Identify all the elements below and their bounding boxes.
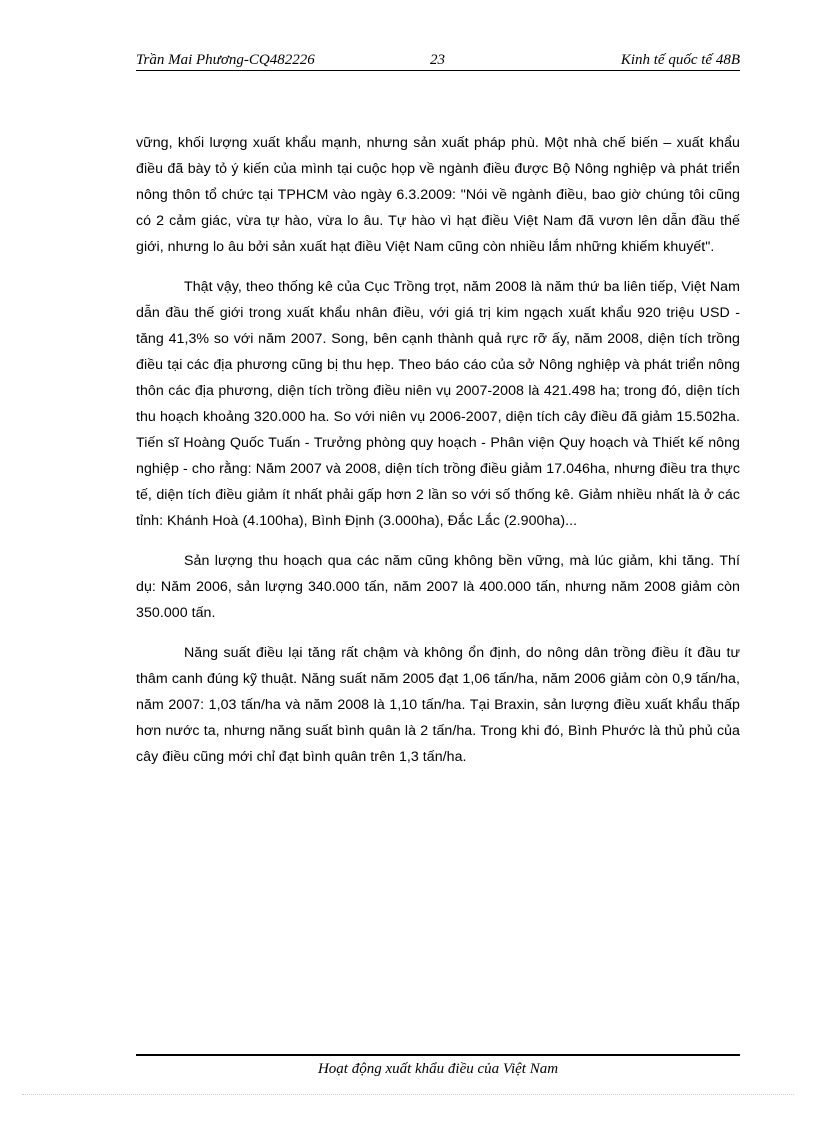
header-author: Trần Mai Phương-CQ482226 (136, 52, 315, 68)
header-subject: Kinh tế quốc tế 48B (620, 52, 740, 68)
page-footer: Hoạt động xuất khẩu điều của Việt Nam (317, 1061, 559, 1077)
page-bottom-divider (22, 1094, 794, 1095)
paragraph: Sản lượng thu hoạch qua các năm cũng không bền vững, mà lúc giảm, khi tăng. Thí dụ: Năm 2006, sản lượng 340.000 tấn, năm 2007 là 400.000 tấn, nhưng năm 2008 giảm còn 350.000 tấn. (136, 553, 740, 621)
paragraph: Năng suất điều lại tăng rất chậm và không ổn định, do nông dân trồng điều ít đầu tư thâm canh đúng kỹ thuật. Năng suất năm 2005 đạt 1,06 tấn/ha, năm 2006 giảm còn 0,9 tấn/ha, năm 2007: 1,03 tấn/ha và năm 2008 là 1,10 tấn/ha. Tại Braxin, sản lượng điều xuất khẩu thấp hơn nước ta, nhưng năng suất bình quân là 2 tấn/ha. Trong khi đó, Bình Phước là thủ phủ của cây điều cũng mới chỉ đạt bình quân trên 1,3 tấn/ha. (136, 645, 740, 765)
paragraph-continued: vững, khối lượng xuất khẩu mạnh, nhưng sản xuất pháp phù. Một nhà chế biến – xuất khẩu điều đã bày tỏ ý kiến của mình tại cuộc họp về ngành điều được Bộ Nông nghiệp và phát triển nông thôn tổ chức tại TPHCM vào ngày 6.3.2009: "Nói về ngành điều, bao giờ chúng tôi cũng có 2 cảm giác, vừa tự hào, vừa lo âu. Tự hào vì hạt điều Việt Nam đã vươn lên dẫn đầu thế giới, nhưng lo âu bởi sản xuất hạt điều Việt Nam cũng còn nhiều lắm những khiếm khuyết". (136, 135, 740, 255)
page-number: 23 (430, 52, 445, 68)
paragraph: Thật vậy, theo thống kê của Cục Trồng trọt, năm 2008 là năm thứ ba liên tiếp, Việt Nam dẫn đầu thế giới trong xuất khẩu nhân điều, với giá trị kim ngạch xuất khẩu 920 triệu USD - tăng 41,3% so với năm 2007. Song, bên cạnh thành quả rực rỡ ấy, năm 2008, diện tích trồng điều tại các địa phương cũng bị thu hẹp. Theo báo cáo của sở Nông nghiệp và phát triển nông thôn các địa phương, diện tích trồng điều niên vụ 2007-2008 là 421.498 ha; trong đó, diện tích thu hoạch khoảng 320.000 ha. So với niên vụ 2006-2007, diện tích cây điều đã giảm 15.502ha. Tiến sĩ Hoàng Quốc Tuấn - Trưởng phòng quy hoạch - Phân viện Quy hoạch và Thiết kế nông nghiệp - cho rằng: Năm 2007 và 2008, diện tích trồng điều giảm 17.046ha, nhưng điều tra thực tế, diện tích điều giảm ít nhất phải gấp hơn 2 lần so với số thống kê. Giảm nhiều nhất là ở các tỉnh: Khánh Hoà (4.100ha), Bình Định (3.000ha), Đắc Lắc (2.900ha)... (136, 279, 740, 529)
body-text (136, 130, 740, 784)
header-rule (136, 70, 740, 71)
page-header (136, 50, 740, 70)
footer-rule (136, 1054, 740, 1056)
